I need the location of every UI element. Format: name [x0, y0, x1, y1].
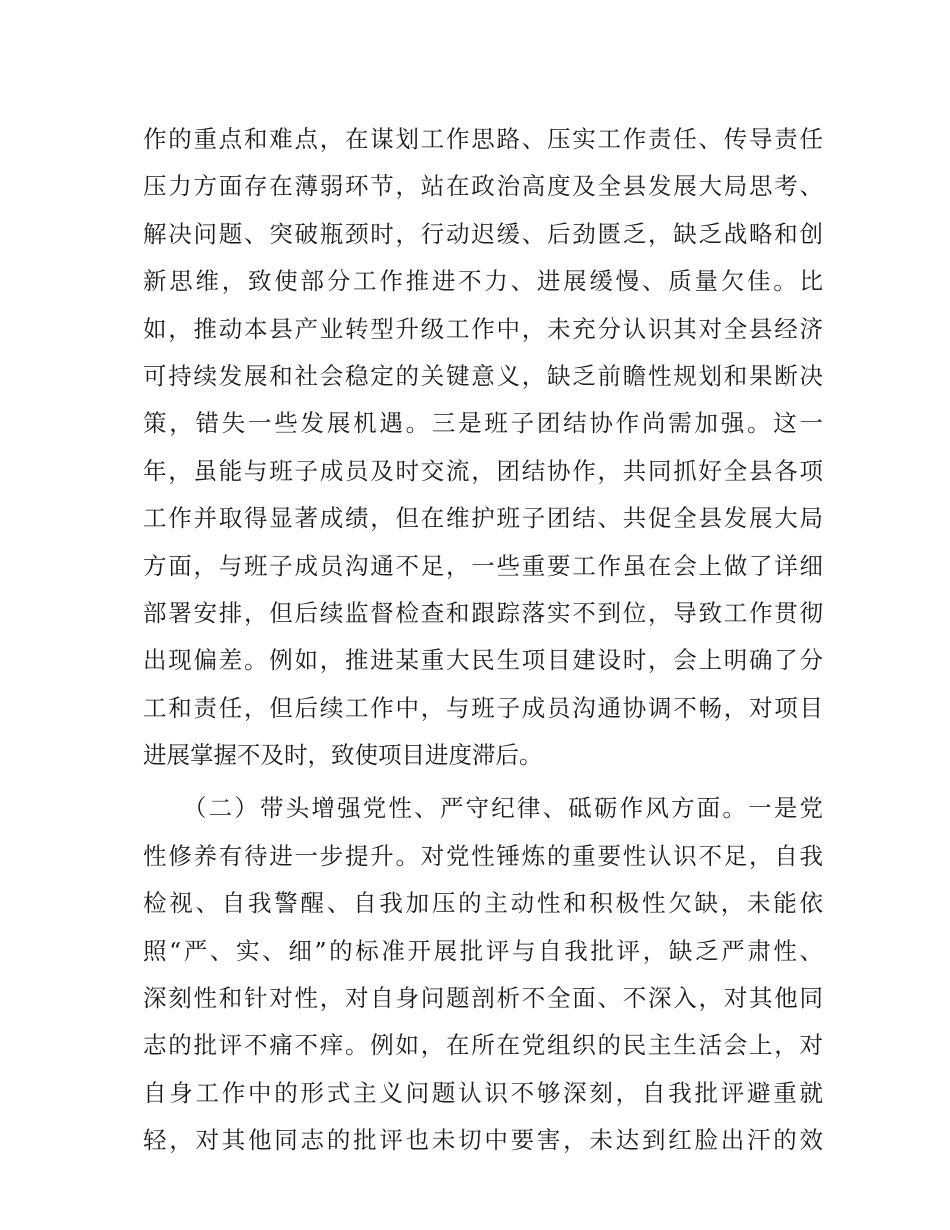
- text-line: 方面，与班子成员沟通不足，一些重要工作虽在会上做了详细: [143, 551, 823, 580]
- text-line: 年，虽能与班子成员及时交流，团结协作，共同抓好全县各项: [143, 456, 823, 485]
- document-body: [143, 116, 823, 1165]
- text-line: （二）带头增强党性、严守纪律、砥砺作风方面。一是党: [183, 794, 823, 823]
- text-line: 策，错失一些发展机遇。三是班子团结协作尚需加强。这一: [143, 409, 823, 438]
- text-line: 照“严、实、细”的标准开展批评与自我批评，缺乏严肃性、: [143, 936, 823, 965]
- text-line: 出现偏差。例如，推进某重大民生项目建设时，会上明确了分: [143, 646, 823, 675]
- text-line: 如，推动本县产业转型升级工作中，未充分认识其对全县经济: [143, 314, 823, 343]
- text-line: 解决问题、突破瓶颈时，行动迟缓、后劲匮乏，缺乏战略和创: [143, 219, 823, 248]
- text-line: 轻，对其他同志的批评也未切中要害，未达到红脸出汗的效: [143, 1126, 823, 1155]
- text-line: 工作并取得显著成绩，但在维护班子团结、共促全县发展大局: [143, 504, 823, 533]
- text-line: 进展掌握不及时，致使项目进度滞后。: [143, 741, 543, 770]
- text-line: 压力方面存在薄弱环节，站在政治高度及全县发展大局思考、: [143, 172, 823, 201]
- text-line: 可持续发展和社会稳定的关键意义，缺乏前瞻性规划和果断决: [143, 361, 823, 390]
- paragraph-1: [143, 116, 823, 779]
- paragraph-2: [143, 785, 823, 1164]
- text-line: 部署安排，但后续监督检查和跟踪落实不到位，导致工作贯彻: [143, 598, 823, 627]
- text-line: 作的重点和难点，在谋划工作思路、压实工作责任、传导责任: [143, 125, 823, 153]
- text-line: 性修养有待进一步提升。对党性锤炼的重要性认识不足，自我: [143, 841, 823, 870]
- text-line: 自身工作中的形式主义问题认识不够深刻，自我批评避重就: [143, 1078, 823, 1107]
- text-line: 深刻性和针对性，对自身问题剖析不全面、不深入，对其他同: [143, 984, 823, 1013]
- text-line: 检视、自我警醒、自我加压的主动性和积极性欠缺，未能依: [143, 889, 823, 918]
- text-line: 新思维，致使部分工作推进不力、进展缓慢、质量欠佳。比: [143, 267, 823, 296]
- text-line: 志的批评不痛不痒。例如，在所在党组织的民主生活会上，对: [143, 1031, 823, 1060]
- text-line: 工和责任，但后续工作中，与班子成员沟通协调不畅，对项目: [143, 693, 823, 722]
